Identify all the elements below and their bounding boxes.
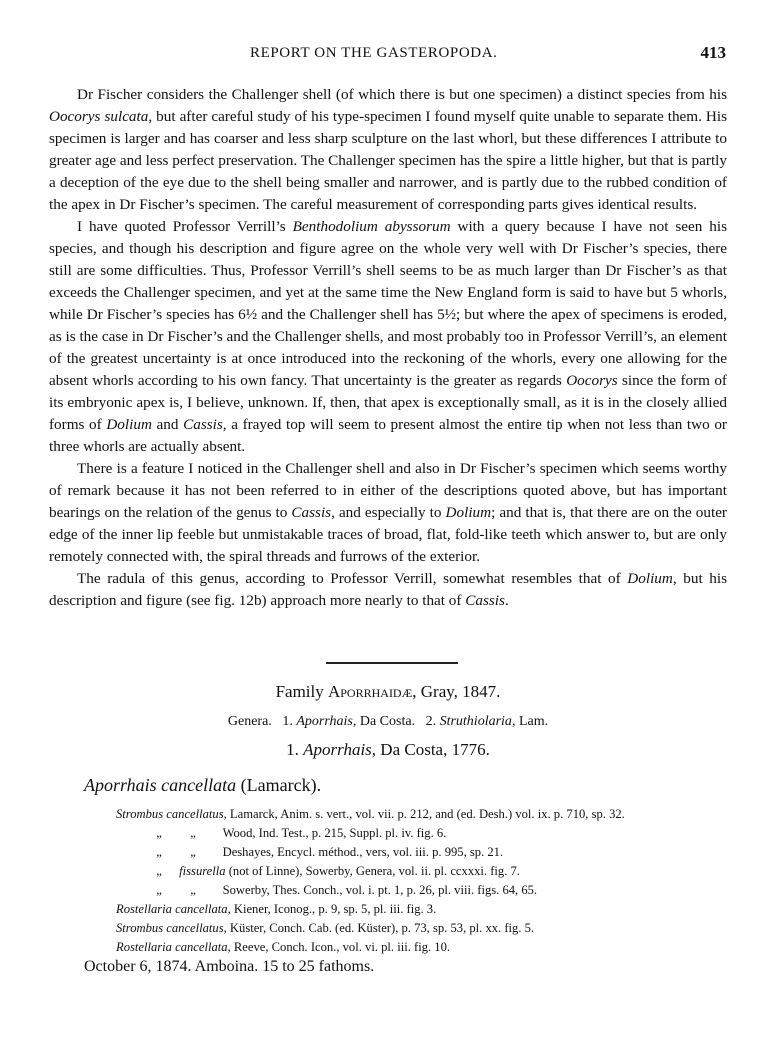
- text-run: I have quoted Professor Verrill’s: [77, 218, 293, 235]
- text-run: , a frayed top will seem to present almost the entire tip when not less than two or three whorls are actually absent.: [49, 416, 727, 455]
- text-run: and: [151, 416, 184, 433]
- bibliographic-reference: Sowerby, Thes. Conch., vol. i. pt. 1, p. 26, pl. viii. figs. 64, 65.: [222, 883, 538, 897]
- synonymy-entry: [116, 881, 736, 900]
- bibliographic-reference: (not of Linne), Sowerby, Genera, vol. ii. pl. ccxxxi. fig. 7.: [225, 864, 520, 878]
- taxon-name: Rostellaria cancellata: [116, 940, 228, 954]
- genera-item-1-name: Aporrhais: [296, 714, 353, 729]
- ditto-mark: „: [190, 883, 196, 897]
- bibliographic-reference: , Reeve, Conch. Icon., vol. vi. pl. iii. fig. 10.: [227, 940, 451, 954]
- text-run: with a query because I have not seen his species, and though his description and figure agree on the whole very well with Dr Fischer’s species, there still are some difficulties. Thus, Professor Verrill’s shell seems to be as much larger than Dr Fischer’s as that exceeds the Challenger specimen, and yet at the same time the New England form is said to have but 5 whorls, while Dr Fischer’s species has 6½ and the Challenger shell has 5½; but where the apex of specimens is eroded, as is the case in Dr Fischer’s and the Challenger shells, and most probably too in Professor Verrill’s, an element of the greatest uncertainty is at once introduced into the reckoning of the whorls, every one allowing for the absent whorls according to his own fancy. That uncertainty is the greater as regards: [49, 218, 727, 389]
- species-authority: (Lamarck).: [236, 775, 322, 795]
- synonymy-entry: [116, 919, 736, 938]
- ditto-mark: „: [156, 845, 162, 859]
- species-name: Aporrhais cancellata: [84, 775, 237, 795]
- italic-text: Benthodolium abyssorum: [292, 218, 451, 235]
- bibliographic-reference: , Lamarck, Anim. s. vert., vol. vii. p. 212, and (ed. Desh.) vol. ix. p. 710, sp. 32.: [223, 807, 625, 821]
- genera-item-2-name: Struthiolaria: [439, 714, 512, 729]
- genus-authority: , Da Costa, 1776.: [371, 740, 490, 759]
- genera-label: Genera.: [227, 714, 272, 729]
- text-run: .: [504, 592, 509, 609]
- family-name: Aporrhaidæ: [327, 682, 413, 701]
- genera-list: [0, 714, 776, 730]
- paragraph: [49, 216, 727, 458]
- synonymy-entry: [116, 824, 736, 843]
- family-heading: [0, 682, 776, 702]
- paragraph: [49, 568, 727, 612]
- station-record: October 6, 1874. Amboina. 15 to 25 fathoms.: [84, 958, 375, 975]
- italic-text: Oocorys sulcata: [49, 108, 149, 125]
- genus-name: Aporrhais: [303, 740, 372, 759]
- italic-text: Dolium: [445, 504, 492, 521]
- bibliographic-reference: , Küster, Conch. Cab. (ed. Küster), p. 73, sp. 53, pl. xx. fig. 5.: [223, 921, 535, 935]
- species-heading: [84, 775, 321, 796]
- ditto-mark: „: [156, 864, 162, 878]
- taxon-name: fissurella: [179, 864, 226, 878]
- genera-item-2-number: 2.: [425, 714, 437, 729]
- italic-text: Cassis: [465, 592, 505, 609]
- text-run: , and especially to: [331, 504, 446, 521]
- taxon-name: Strombus cancellatus: [116, 807, 224, 821]
- page-number: 413: [700, 43, 726, 62]
- synonymy-entry: [116, 805, 736, 824]
- text-run: ; and that is, that there are on the outer edge of the inner lip feeble but unmistakable traces of broad, flat, fold-like teeth which answer to, but are only remotely connected with, the spiral threads and furrows of the exterior.: [49, 504, 727, 565]
- text-run: There is a feature I noticed in the Challenger shell and also in Dr Fischer’s specimen which seems worthy of remark because it has not been referred to in either of the descriptions quoted above, but has important bearings on the relation of the genus to: [49, 460, 727, 521]
- genera-item-2-authority: , Lam.: [511, 714, 549, 729]
- body-text: [49, 84, 727, 612]
- family-prefix: Family: [275, 682, 328, 701]
- taxon-name: Rostellaria cancellata: [116, 902, 228, 916]
- italic-text: Dolium: [106, 416, 152, 433]
- text-run: The radula of this genus, according to Professor Verrill, somewhat resembles that of: [77, 570, 628, 587]
- section-divider: [326, 662, 458, 664]
- ditto-mark: „: [156, 883, 162, 897]
- italic-text: Oocorys: [566, 372, 618, 389]
- bibliographic-reference: , Kiener, Iconog., p. 9, sp. 5, pl. iii. fig. 3.: [227, 902, 437, 916]
- synonymy-entry: [116, 938, 736, 957]
- ditto-mark: „: [156, 826, 162, 840]
- ditto-mark: „: [190, 845, 196, 859]
- ditto-mark: „: [190, 826, 196, 840]
- text-run: since the form of its embryonic apex is, I believe, unknown. If, then, that apex is exceptionally small, as it is in the closely allied forms of: [49, 372, 727, 433]
- genus-number: 1.: [286, 740, 299, 759]
- text-run: , but his description and figure (see fig. 12b) approach more nearly to that of: [49, 570, 727, 609]
- bibliographic-reference: Wood, Ind. Test., p. 215, Suppl. pl. iv. fig. 6.: [222, 826, 447, 840]
- synonymy-entry: [116, 862, 736, 881]
- bibliographic-reference: Deshayes, Encycl. méthod., vers, vol. iii. p. 995, sp. 21.: [222, 845, 504, 859]
- paragraph: [49, 84, 727, 216]
- family-authority: , Gray, 1847.: [412, 682, 501, 701]
- synonymy-list: [116, 805, 736, 957]
- italic-text: Cassis: [183, 416, 223, 433]
- paragraph: [49, 458, 727, 568]
- genus-heading: [0, 740, 776, 760]
- italic-text: Dolium: [627, 570, 673, 587]
- running-title: REPORT ON THE GASTEROPODA.: [250, 45, 498, 61]
- synonymy-entry: [116, 900, 736, 919]
- synonymy-entry: [116, 843, 736, 862]
- genera-item-1-number: 1.: [282, 714, 293, 729]
- taxon-name: Strombus cancellatus: [116, 921, 224, 935]
- genera-item-1-authority: , Da Costa.: [352, 714, 416, 729]
- italic-text: Cassis: [291, 504, 332, 521]
- text-run: Dr Fischer considers the Challenger shell (of which there is but one specimen) a distinct species from his: [77, 86, 727, 103]
- text-run: , but after careful study of his type-specimen I found myself quite unable to separate them. His specimen is larger and has coarser and less sharp sculpture on the last whorl, but these differences I attribute to greater age and less perfect preservation. The Challenger specimen has the spire a little higher, but that is partly a deception of the eye due to the shell being smaller and narrower, and is partly due to the rubbed condition of the apex in Dr Fischer’s specimen. The careful measurement of corresponding parts gives identical results.: [49, 108, 727, 213]
